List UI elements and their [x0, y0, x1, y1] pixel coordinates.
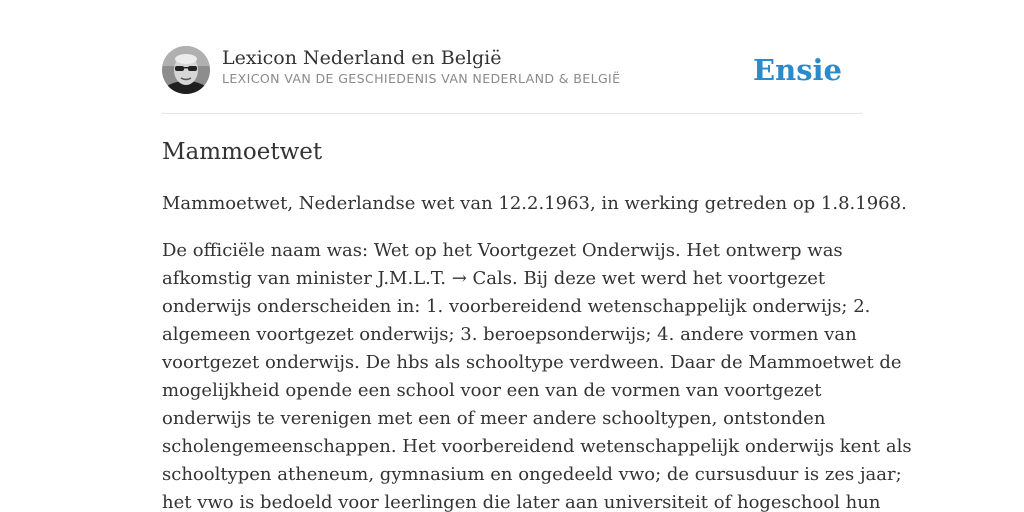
body-line: onderwijs te verenigen met een of meer andere schooltypen, ontstonden [162, 408, 826, 429]
entry-title: Mammoetwet [162, 139, 323, 165]
body-text: . Bij deze wet werd het voortgezet [512, 268, 826, 289]
header-divider [162, 113, 862, 114]
author-avatar[interactable] [162, 46, 210, 94]
body-line: mogelijkheid opende een school voor een van de vormen van voortgezet [162, 380, 822, 401]
body-line: schooltypen atheneum, gymnasium en ongedeeld vwo; de cursusduur is zes jaar; [162, 464, 902, 485]
portrait-icon [162, 46, 210, 94]
body-paragraph [162, 237, 912, 512]
cals-link[interactable]: → Cals [451, 268, 512, 289]
body-line: scholengemeenschappen. Het voorbereidend wetenschappelijk onderwijs kent als [162, 436, 912, 457]
ensie-logo-link[interactable]: Ensie [753, 53, 842, 87]
body-line: De officiële naam was: Wet op het Voortgezet Onderwijs. Het ontwerp was [162, 240, 843, 261]
body-line: algemeen voortgezet onderwijs; 3. beroepsonderwijs; 4. andere vormen van [162, 324, 857, 345]
body-line: voortgezet onderwijs. De hbs als schooltype verdween. Daar de Mammoetwet de [162, 352, 902, 373]
body-line-with-link [162, 265, 866, 293]
site-subtitle: LEXICON VAN DE GESCHIEDENIS VAN NEDERLAND & BELGIË [222, 71, 621, 86]
site-header [162, 46, 862, 96]
body-text: afkomstig van minister J.M.L.T. [162, 268, 452, 289]
site-title[interactable]: Lexicon Nederland en België [222, 47, 502, 69]
body-line: onderwijs onderscheiden in: 1. voorbereidend wetenschappelijk onderwijs; 2. [162, 296, 871, 317]
intro-paragraph: Mammoetwet, Nederlandse wet van 12.2.1963, in werking getreden op 1.8.1968. [162, 193, 907, 214]
body-line: het vwo is bedoeld voor leerlingen die later aan universiteit of hogeschool hun [162, 492, 881, 512]
header-text [222, 46, 620, 86]
article [162, 137, 912, 512]
